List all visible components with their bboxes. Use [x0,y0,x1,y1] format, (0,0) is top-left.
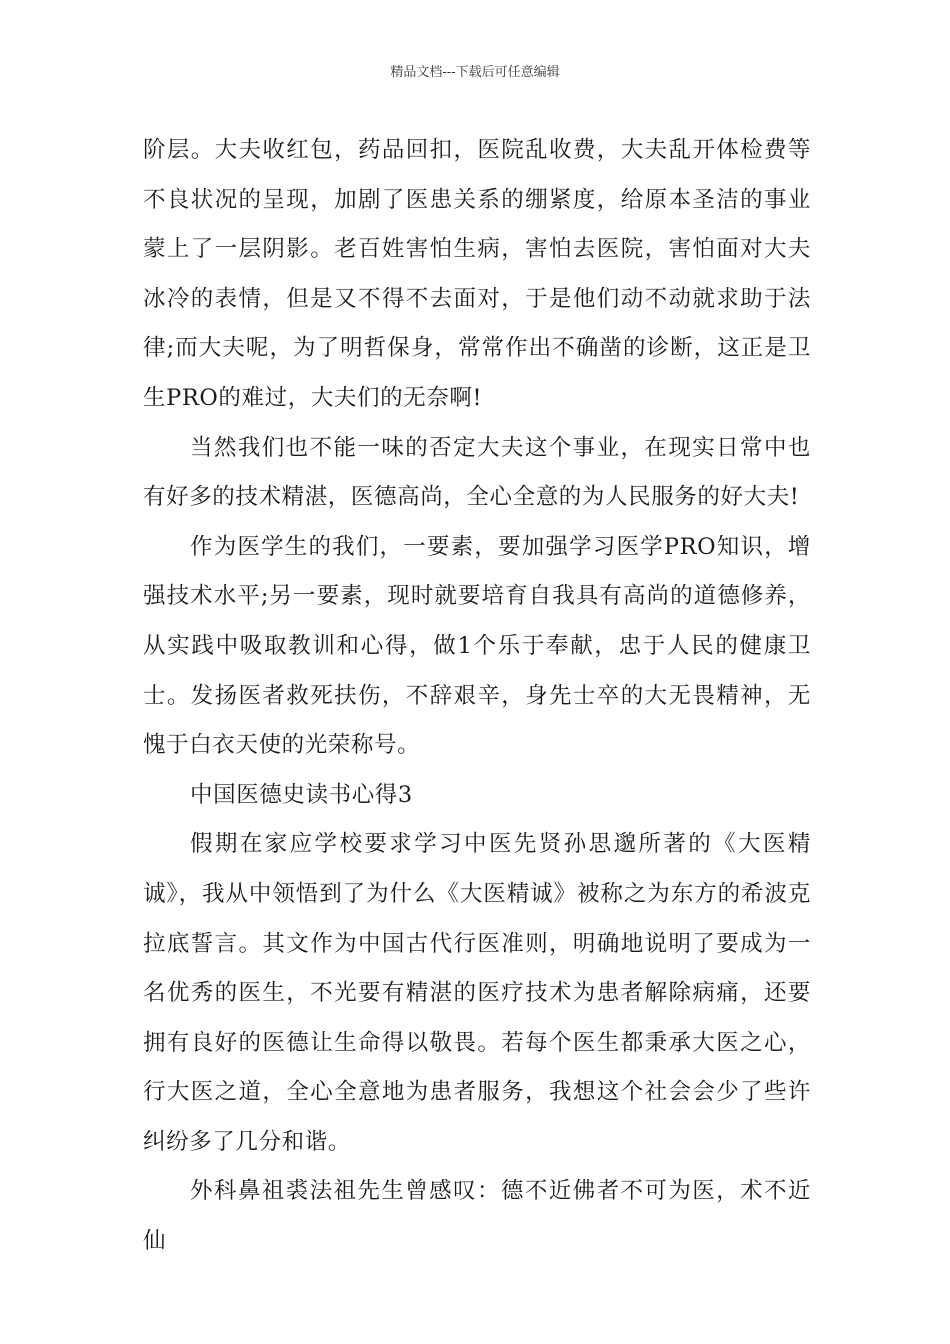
paragraph-continued: 阶层。大夫收红包，药品回扣，医院乱收费，大夫乱开体检费等不良状况的呈现，加剧了医患关系的绷紧度，给原本圣洁的事业蒙上了一层阴影。老百姓害怕生病，害怕去医院，害怕面对大夫冰冷的表情，但是又不得不去面对，于是他们动不动就求助于法律;而大夫呢，为了明哲保身，常常作出不确凿的诊断，这正是卫生PRO的难过，大夫们的无奈啊! [143,137,811,411]
paragraph: 作为医学生的我们，一要素，要加强学习医学PRO知识，增强技术水平;另一要素，现时就要培育自我具有高尚的道德修养，从实践中吸取教训和心得，做1个乐于奉献，忠于人民的健康卫士。发扬医者救死扶伤，不辞艰辛，身先士卒的大无畏精神，无愧于白衣天使的光荣称号。 [143,533,811,759]
section-heading: 中国医德史读书心得3 [190,781,413,808]
paragraph: 当然我们也不能一味的否定大夫这个事业，在现实日常中也有好多的技术精湛，医德高尚，全心全意的为人民服务的好大夫! [143,434,811,511]
paragraph: 外科鼻祖裘法祖先生曾感叹：德不近佛者不可为医，术不近仙 [143,1178,811,1255]
document-body [143,126,811,1267]
page-header: 精品文档---下载后可任意编辑 [390,65,560,80]
paragraph: 假期在家应学校要求学习中医先贤孙思邈所著的《大医精诚》，我从中领悟到了为什么《大医精诚》被称之为东方的希波克拉底誓言。其文作为中国古代行医准则，明确地说明了要成为一名优秀的医生，不光要有精湛的医疗技术为患者解除病痛，还要拥有良好的医德让生命得以敬畏。若每个医生都秉承大医之心，行大医之道，全心全意地为患者服务，我想这个社会会少了些许纠纷多了几分和谐。 [143,831,811,1155]
